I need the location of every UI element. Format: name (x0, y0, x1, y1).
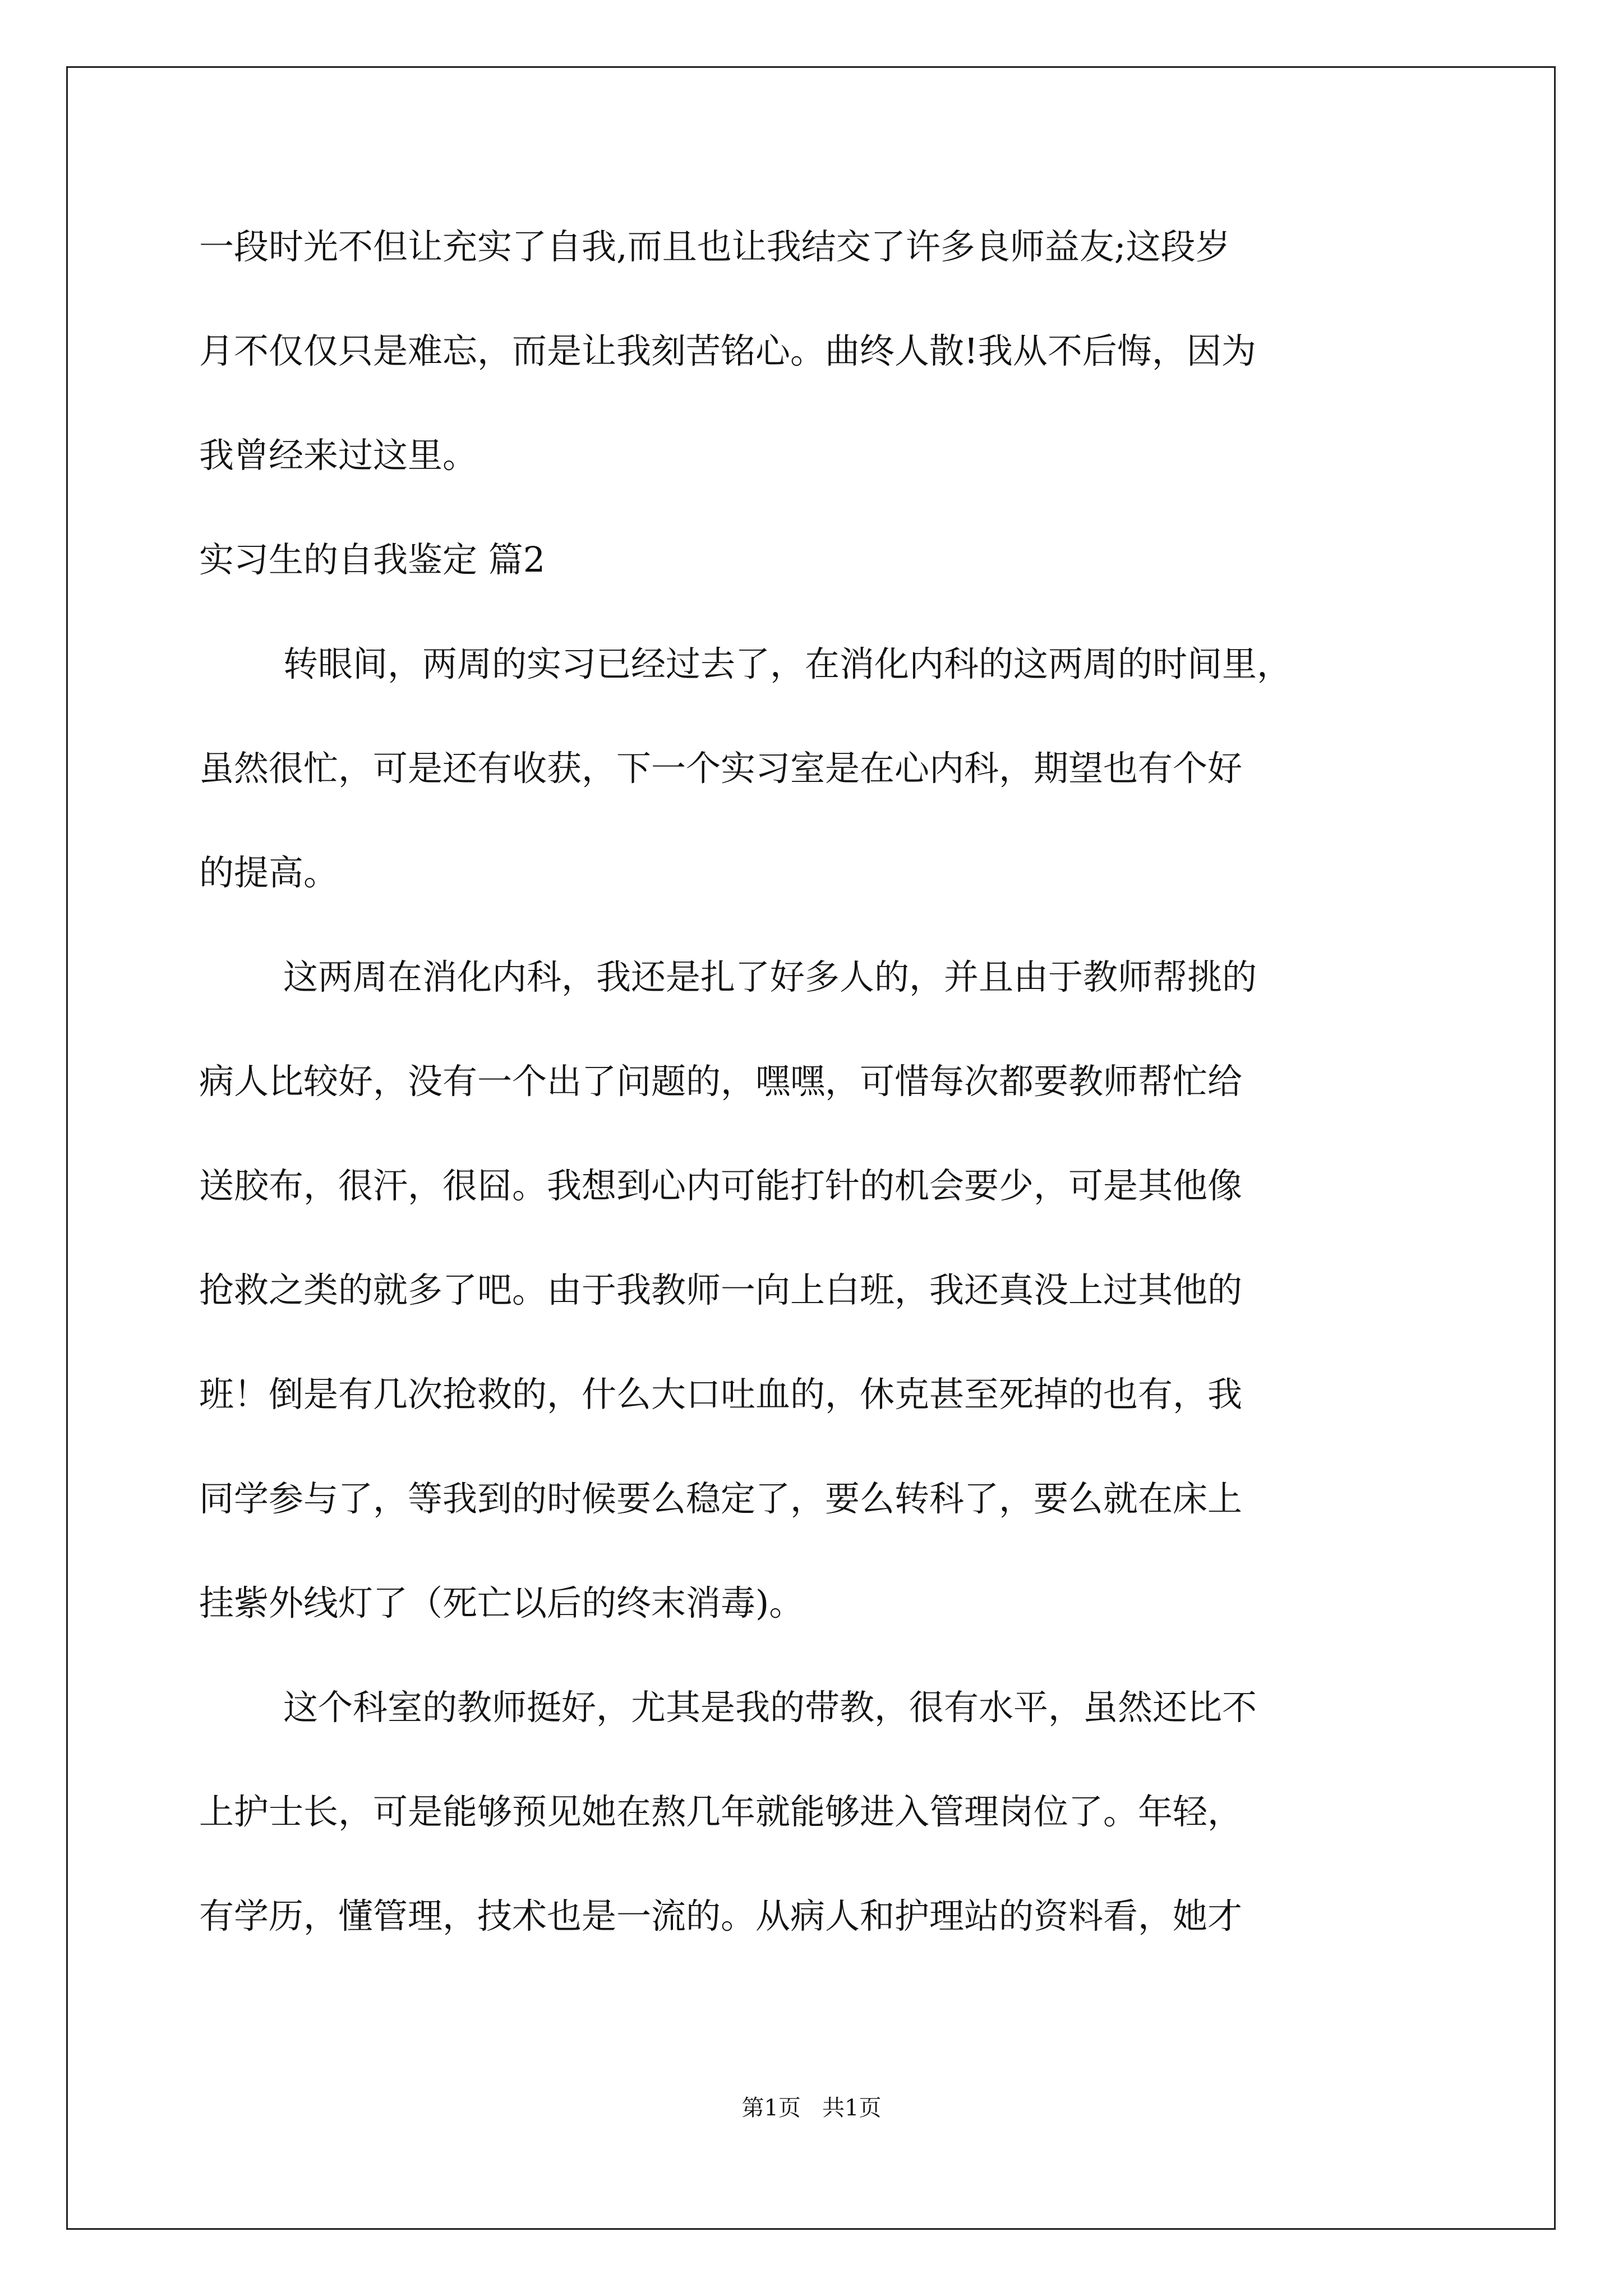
text-line: 的提高。 (199, 852, 339, 893)
text-line: 挂紫外线灯了（死亡以后的终末消毒)。 (199, 1582, 804, 1623)
text-line: 上护士长，可是能够预见她在熬几年就能够进入管理岗位了。年轻， (199, 1791, 1243, 1832)
text-line: 我曾经来过这里。 (199, 435, 478, 476)
text-line: 虽然很忙，可是还有收获，下一个实习室是在心内科，期望也有个好 (199, 748, 1243, 789)
text-line: 送胶布，很汗，很囧。我想到心内可能打针的机会要少，可是其他像 (199, 1165, 1243, 1206)
document-body (199, 213, 1433, 1987)
text-line: 抢救之类的就多了吧。由于我教师一向上白班，我还真没上过其他的 (199, 1269, 1243, 1310)
text-line: 病人比较好，没有一个出了问题的，嘿嘿，可惜每次都要教师帮忙给 (199, 1061, 1243, 1102)
text-line: 月不仅仅只是难忘，而是让我刻苦铭心。曲终人散!我从不后悔，因为 (199, 330, 1256, 371)
text-line: 有学历，懂管理，技术也是一流的。从病人和护理站的资料看，她才 (199, 1895, 1243, 1936)
section-heading: 实习生的自我鉴定 篇2 (199, 539, 546, 580)
paragraph-first-line: 这个科室的教师挺好，尤其是我的带教，很有水平，虽然还比不 (283, 1687, 1257, 1728)
text-line: 同学参与了，等我到的时候要么稳定了，要么转科了，要么就在床上 (199, 1478, 1243, 1519)
text-line: 班！倒是有几次抢救的，什么大口吐血的，休克甚至死掉的也有，我 (199, 1374, 1243, 1415)
paragraph-first-line: 这两周在消化内科，我还是扎了好多人的，并且由于教师帮挑的 (283, 956, 1257, 997)
page-footer: 第1页 共1页 (741, 2095, 882, 2121)
text-line: 一段时光不但让充实了自我,而且也让我结交了许多良师益友;这段岁 (199, 226, 1230, 267)
paragraph-first-line: 转眼间，两周的实习已经过去了，在消化内科的这两周的时间里， (283, 643, 1292, 684)
